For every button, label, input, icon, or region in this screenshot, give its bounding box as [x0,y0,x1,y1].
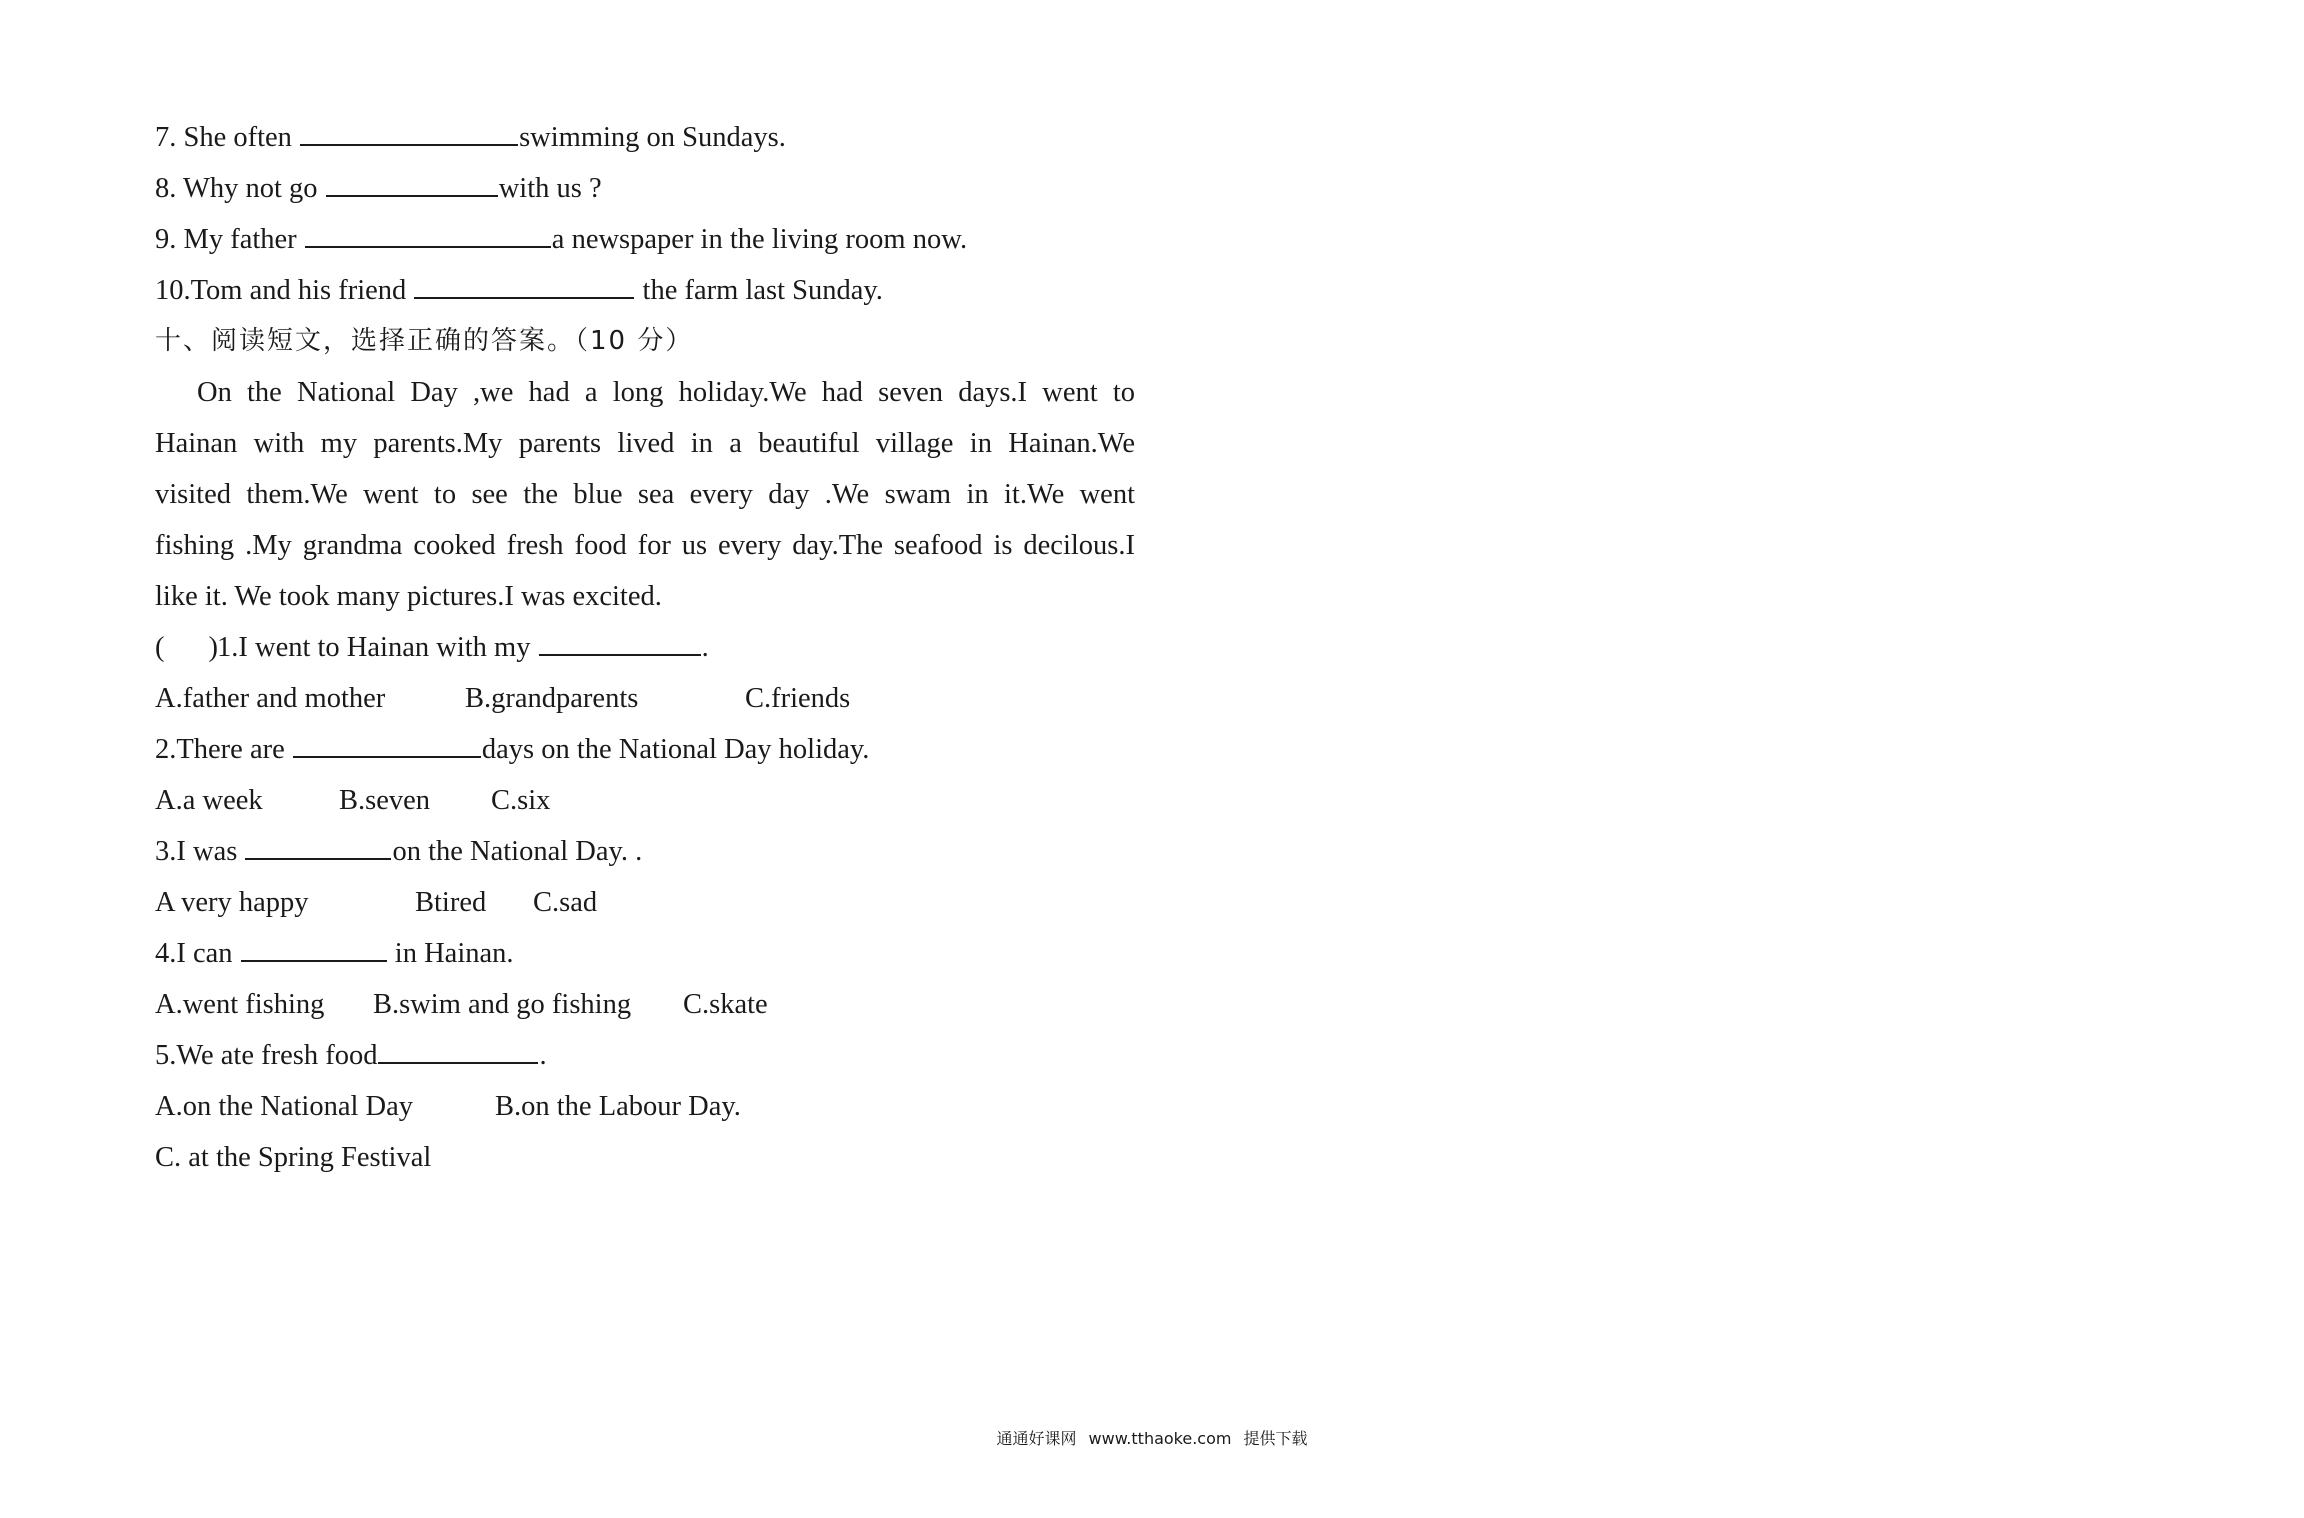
page-footer [0,1426,2304,1449]
item-text-after: the farm last Sunday. [635,275,883,306]
question-text-before: 5.We ate fresh food [155,1040,378,1071]
question-text-before: 3.I was [155,836,245,867]
question-5-options [155,1081,1135,1132]
item-text-after: a newspaper in the living room now. [551,224,968,255]
answer-blank[interactable] [293,726,481,758]
answer-blank[interactable] [305,216,551,248]
question-text-after: days on the National Day holiday. [481,734,870,765]
option-c[interactable]: C.skate [683,989,768,1020]
question-1 [155,622,1135,673]
option-a[interactable]: A.on the National Day [155,1091,414,1122]
answer-parentheses[interactable] [155,622,217,673]
question-5-options-continued [155,1132,1135,1183]
fill-item-10 [155,265,1135,316]
question-4 [155,928,1135,979]
question-text-after: in Hainan. [387,938,514,969]
fill-item-7 [155,112,1135,163]
option-a[interactable]: A.a week [155,785,263,816]
item-text-before: 7. She often [155,122,300,153]
option-c[interactable]: C.six [491,785,551,816]
option-b[interactable]: B.seven [339,785,431,816]
item-text-after: with us ? [498,173,602,204]
answer-blank[interactable] [241,930,387,962]
section-title: 十、阅读短文，选择正确的答案。（10 分） [155,326,694,356]
footer-url[interactable]: www.tthaoke.com [1088,1429,1232,1448]
exam-column [155,112,1135,1183]
question-3-options [155,877,1135,928]
option-a[interactable]: A.father and mother [155,683,386,714]
answer-blank[interactable] [245,828,391,860]
passage-line: Hainan with my parents.My parents lived in a beautiful village in Hainan.We [155,428,1135,459]
answer-blank[interactable] [414,267,634,299]
item-text-before: 10.Tom and his friend [155,275,414,306]
answer-blank[interactable] [378,1032,538,1064]
passage-line: fishing .My grandma cooked fresh food for us every day.The seafood is decilous.I [155,530,1135,561]
footer-suffix: 提供下载 [1243,1429,1308,1448]
passage-line: visited them.We went to see the blue sea every day .We swam in it.We went [155,479,1135,510]
question-4-options [155,979,1135,1030]
paren-close: ) [208,632,218,663]
answer-blank[interactable] [539,624,701,656]
answer-blank[interactable] [326,165,498,197]
option-c[interactable]: C.sad [533,887,598,918]
footer-site-name: 通通好课网 [996,1429,1077,1448]
question-text-before: 1.I went to Hainan with my [217,632,538,663]
option-b[interactable]: B.on the Labour Day. [495,1091,741,1122]
paren-open: ( [155,632,165,663]
option-b[interactable]: Btired [415,887,487,918]
question-text-before: 4.I can [155,938,240,969]
question-1-options [155,673,1135,724]
fill-item-8 [155,163,1135,214]
answer-blank[interactable] [300,114,518,146]
passage-line: On the National Day ,we had a long holiday.We had seven days.I went to [197,377,1135,408]
option-a[interactable]: A very happy [155,887,309,918]
item-text-before: 9. My father [155,224,304,255]
item-text-before: 8. Why not go [155,173,325,204]
question-2 [155,724,1135,775]
question-3 [155,826,1135,877]
passage-line: like it. We took many pictures.I was excited. [155,581,662,612]
question-5 [155,1030,1135,1081]
question-text-after: on the National Day. . [392,836,643,867]
option-b[interactable]: B.grandparents [465,683,639,714]
fill-item-9 [155,214,1135,265]
option-a[interactable]: A.went fishing [155,989,325,1020]
question-text-after: . [701,632,709,663]
item-text-after: swimming on Sundays. [519,122,786,153]
question-2-options [155,775,1135,826]
option-b[interactable]: B.swim and go fishing [373,989,632,1020]
option-c[interactable]: C. at the Spring Festival [155,1142,432,1173]
question-text-before: 2.There are [155,734,292,765]
question-text-after: . [539,1040,547,1071]
option-c[interactable]: C.friends [745,683,851,714]
